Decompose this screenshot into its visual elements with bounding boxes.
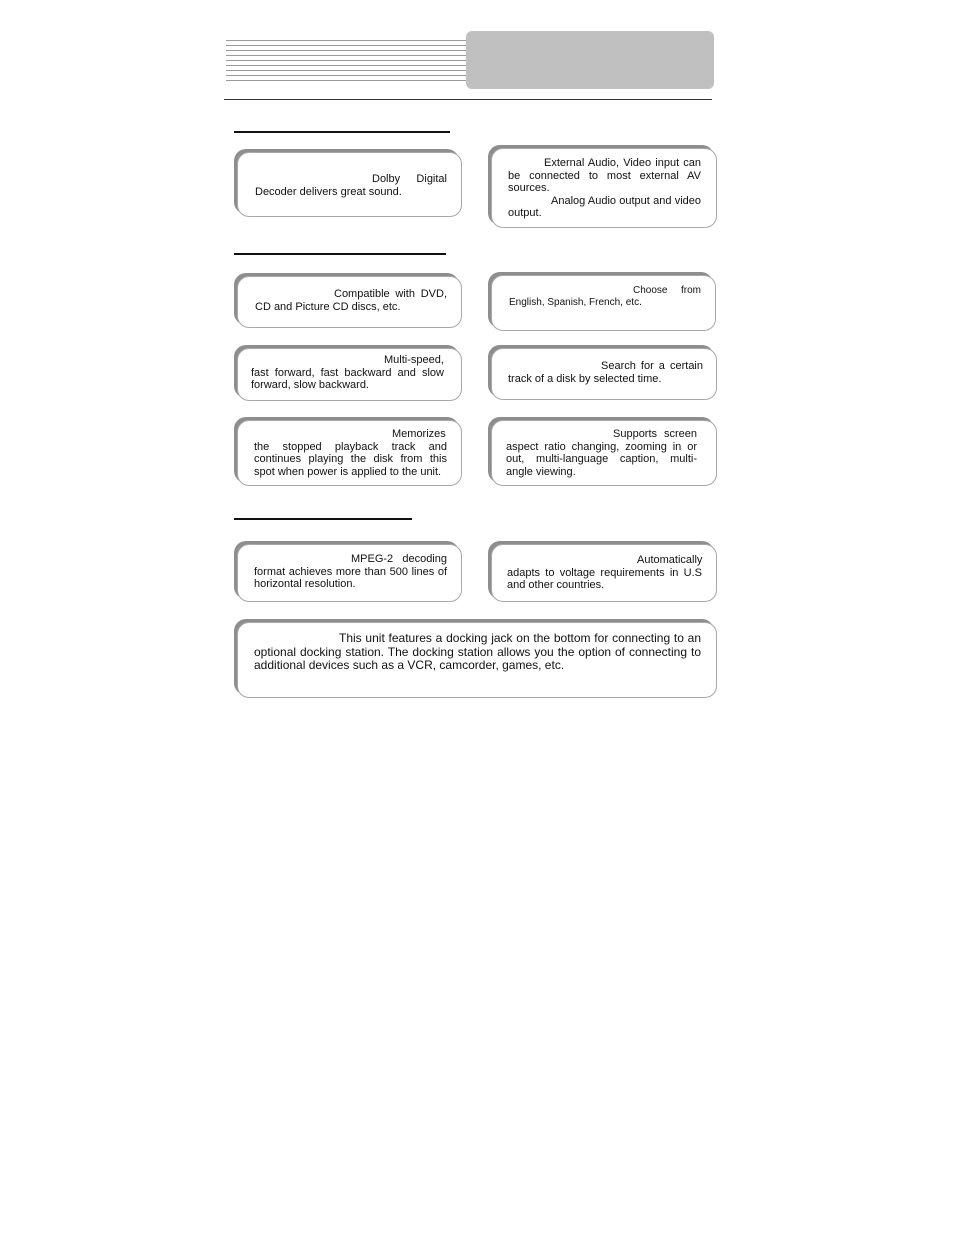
feature-card-voltage [491,544,717,602]
feature-card-multispeed [237,348,462,401]
feature-card-search [491,348,717,400]
section-underline-audio [234,131,450,133]
feature-text: MPEG-2 decoding format achieves more than 500 lines of horizontal resolution. [254,553,447,591]
section-underline-playback [234,253,446,255]
feature-text: This unit features a docking jack on the bottom for connecting to an optional docking station. The docking station allows you the option of connecting to additional devices such as a VCR, camcorder, games, etc. [254,631,701,673]
feature-card-dolby [237,152,462,217]
feature-text: Memorizes the stopped playback track and continues playing the disk from this spot when power is applied to the unit. [254,428,447,478]
feature-text: Analog Audio output and video output. [508,194,701,220]
feature-card-av-io [491,148,717,228]
feature-card-mpeg [237,544,462,602]
feature-text: Supports screen aspect ratio changing, zooming in or out, multi-language caption, multi-angle viewing. [506,428,697,478]
feature-text: External Audio, Video input can be connected to most external AV sources. [508,157,701,195]
feature-card-screen [491,420,717,486]
feature-card-memorizes [237,420,462,486]
feature-card-language [491,275,716,331]
feature-card-compatible [237,276,462,328]
feature-text: Automatically adapts to voltage requirements in U.S and other countries. [507,554,703,592]
feature-text: Search for a certain track of a disk by selected time. [508,360,703,385]
section-underline-specs [234,518,412,520]
feature-text: Choose from English, Spanish, French, etc. [509,285,701,308]
feature-text: Dolby Digital Decoder delivers great sound. [255,173,447,198]
header-rule [224,99,712,100]
header-title-tab [466,31,714,89]
feature-card-docking [237,622,717,698]
feature-text: Compatible with DVD, CD and Picture CD discs, etc. [255,288,447,313]
feature-text: Multi-speed, fast forward, fast backward and slow forward, slow backward. [251,354,444,392]
